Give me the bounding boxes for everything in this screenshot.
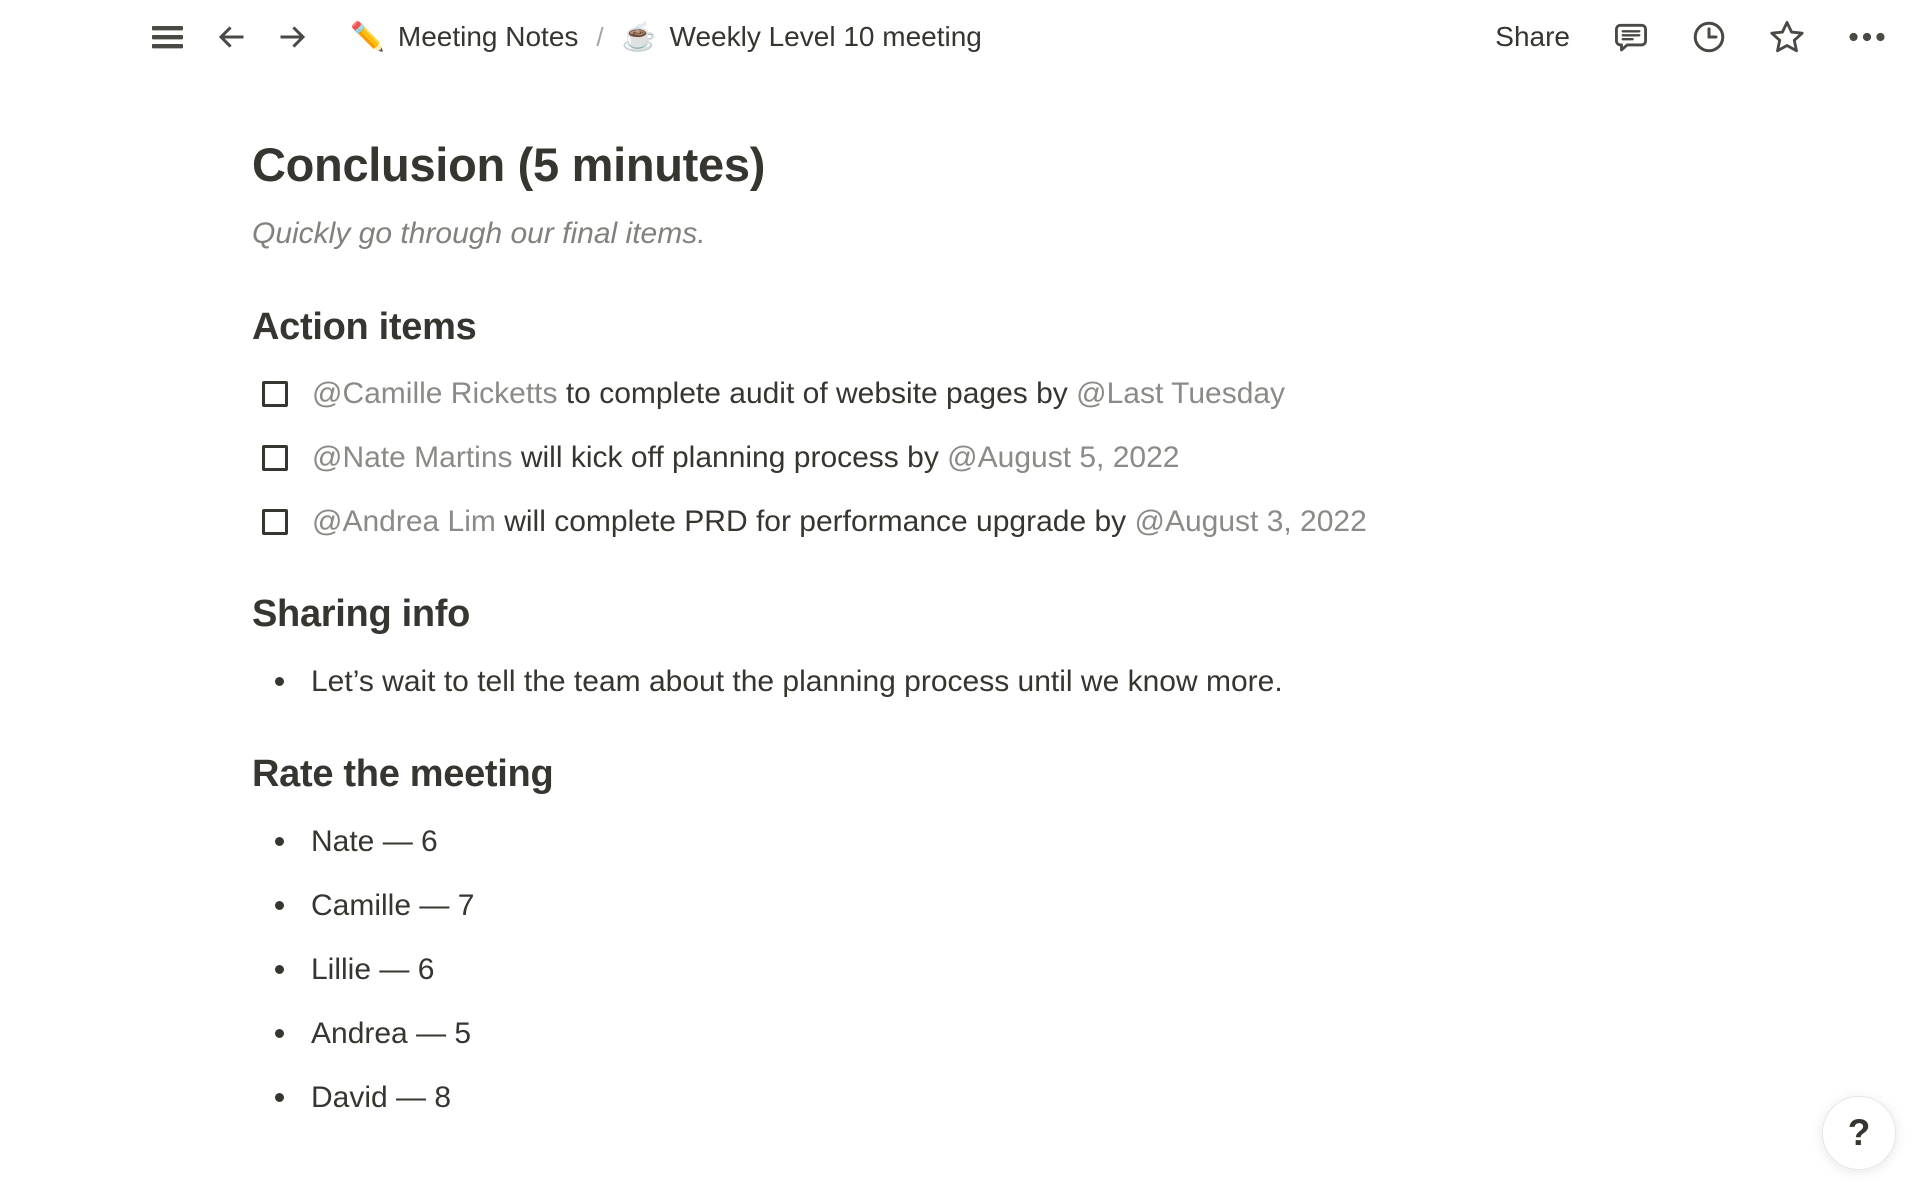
person-mention[interactable]: @Andrea Lim	[312, 505, 496, 539]
ellipsis-icon	[1846, 18, 1888, 56]
bullet-icon	[275, 837, 284, 846]
list-item[interactable]	[252, 950, 1860, 990]
list-item[interactable]	[252, 1014, 1860, 1054]
rating-list	[252, 822, 1860, 1118]
breadcrumb-item-weekly-meeting[interactable]	[618, 19, 986, 55]
help-button[interactable]	[1822, 1096, 1896, 1170]
todo-item[interactable]	[252, 374, 1860, 414]
bullet-icon	[275, 677, 284, 686]
back-button[interactable]	[212, 18, 250, 56]
comments-button[interactable]	[1610, 16, 1652, 58]
date-mention[interactable]: @Last Tuesday	[1076, 377, 1286, 411]
page-subtitle[interactable]: Quickly go through our final items.	[252, 216, 706, 250]
section-heading-action-items[interactable]: Action items	[252, 305, 477, 348]
arrow-left-icon	[214, 20, 248, 54]
page-title[interactable]: Conclusion (5 minutes)	[252, 138, 766, 191]
comment-icon	[1612, 18, 1650, 56]
page-content	[0, 74, 1920, 1118]
todo-text	[312, 502, 1367, 542]
bullet-icon	[275, 901, 284, 910]
list-item-text: Let’s wait to tell the team about the planning process until we know more.	[311, 664, 1283, 698]
todo-text	[312, 438, 1179, 478]
section-heading-rate-the-meeting[interactable]: Rate the meeting	[252, 752, 554, 795]
todo-checkbox[interactable]	[262, 445, 288, 471]
topbar-right	[1491, 16, 1890, 58]
date-mention[interactable]: @August 5, 2022	[947, 441, 1180, 475]
list-item-text: Camille — 7	[311, 888, 475, 922]
breadcrumb-item-meeting-notes[interactable]	[346, 19, 582, 55]
topbar-left	[148, 18, 986, 56]
pencil-emoji-icon: ✏️	[350, 21, 385, 52]
breadcrumb-divider: /	[596, 21, 604, 52]
arrow-right-icon	[276, 20, 310, 54]
todo-text-body: will kick off planning process by	[512, 441, 948, 475]
hamburger-icon	[150, 21, 186, 53]
breadcrumb-label: Meeting Notes	[397, 21, 579, 52]
coffee-emoji-icon: ☕	[621, 21, 657, 52]
list-item[interactable]	[252, 886, 1860, 926]
more-options-button[interactable]	[1844, 16, 1890, 58]
todo-text	[312, 374, 1285, 414]
section-heading-sharing-info[interactable]: Sharing info	[252, 593, 471, 636]
bullet-icon	[275, 965, 284, 974]
todo-checkbox[interactable]	[262, 509, 288, 535]
topbar	[0, 0, 1920, 74]
question-mark-icon: ?	[1847, 1112, 1871, 1153]
bullet-icon	[275, 1093, 284, 1102]
star-icon	[1768, 18, 1806, 56]
bullet-icon	[275, 1029, 284, 1038]
breadcrumb	[346, 19, 986, 55]
todo-item[interactable]	[252, 502, 1860, 542]
clock-icon	[1690, 18, 1728, 56]
list-item-text: Andrea — 5	[311, 1016, 472, 1050]
updates-button[interactable]	[1688, 16, 1730, 58]
todo-text-body: to complete audit of website pages by	[557, 377, 1077, 411]
list-item[interactable]	[252, 1078, 1860, 1118]
person-mention[interactable]: @Nate Martins	[312, 441, 513, 475]
list-item[interactable]	[252, 822, 1860, 862]
list-item-text: David — 8	[311, 1080, 452, 1114]
favorite-button[interactable]	[1766, 16, 1808, 58]
list-item[interactable]	[252, 662, 1860, 702]
list-item-text: Lillie — 6	[311, 952, 435, 986]
forward-button[interactable]	[274, 18, 312, 56]
todo-text-body: will complete PRD for performance upgrade by	[495, 505, 1135, 539]
person-mention[interactable]: @Camille Ricketts	[312, 377, 558, 411]
todo-checkbox[interactable]	[262, 381, 288, 407]
sharing-info-list	[252, 662, 1860, 702]
todo-item[interactable]	[252, 438, 1860, 478]
list-item-text: Nate — 6	[311, 824, 438, 858]
breadcrumb-label: Weekly Level 10 meeting	[669, 21, 982, 52]
share-button[interactable]: Share	[1491, 19, 1574, 55]
date-mention[interactable]: @August 3, 2022	[1134, 505, 1367, 539]
sidebar-toggle-button[interactable]	[148, 19, 188, 55]
